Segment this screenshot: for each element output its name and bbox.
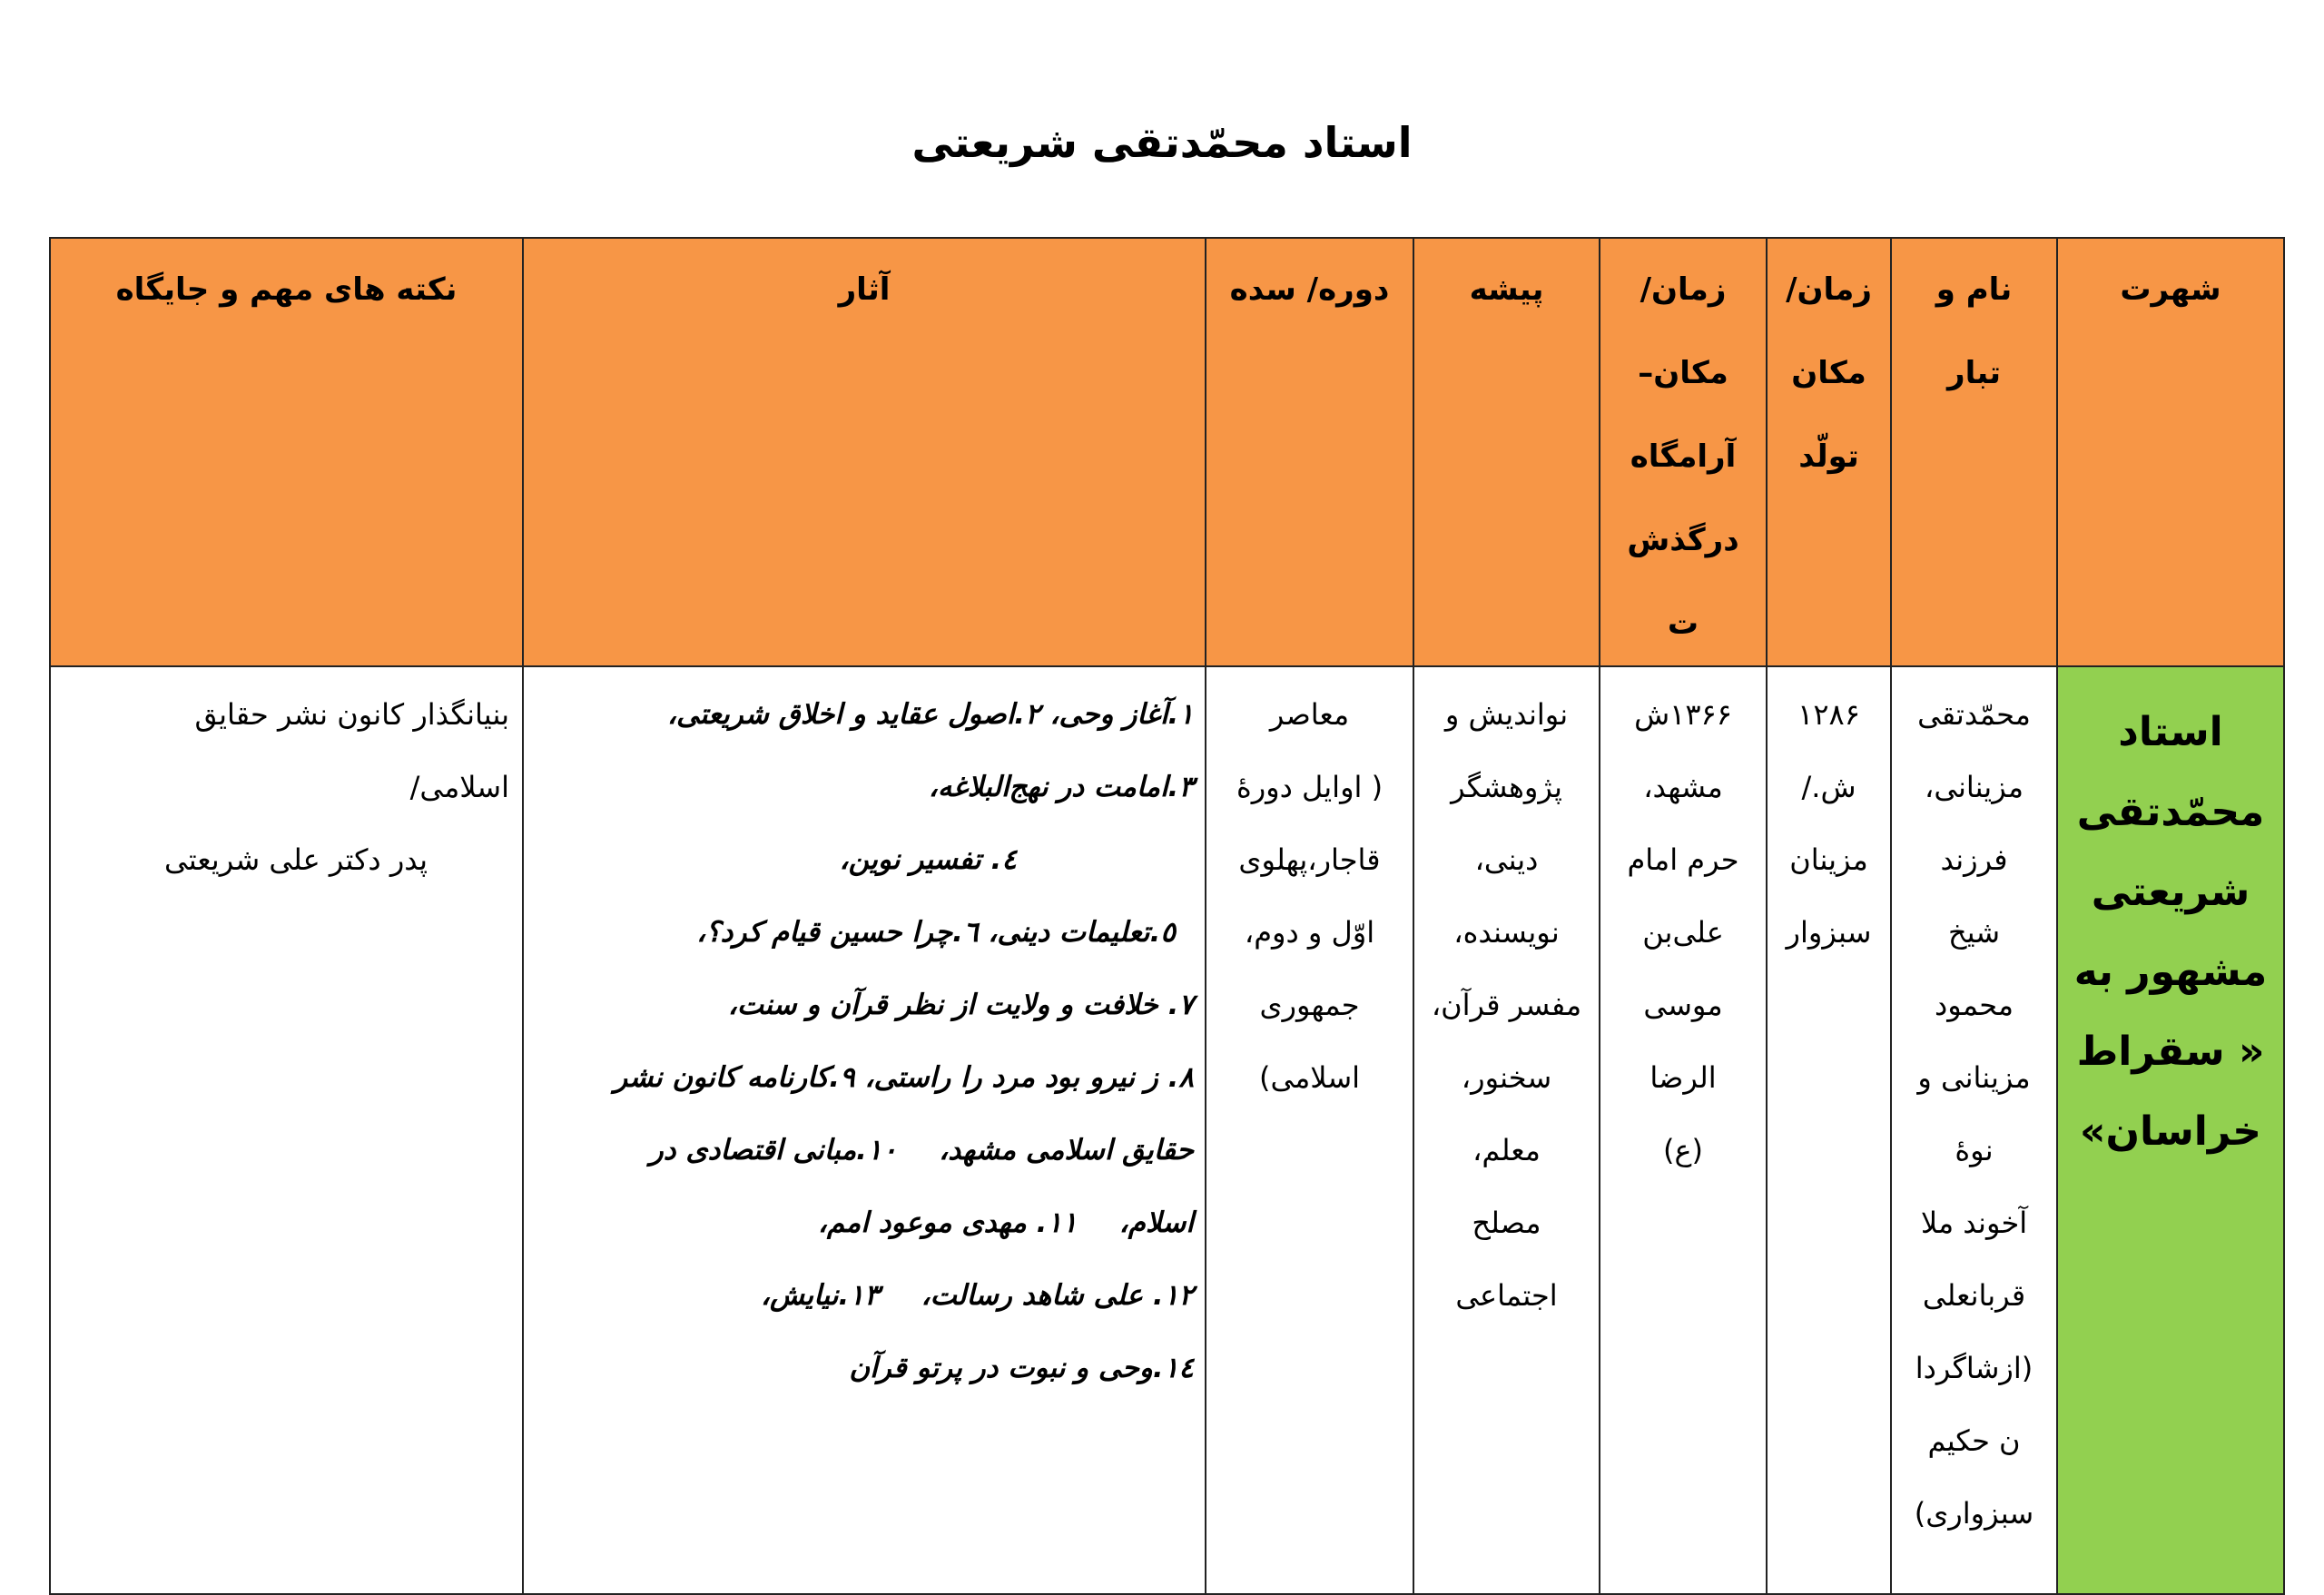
page-title: استاد محمّدتقی شریعتی [911,118,1413,167]
text-line: جمهوری [1259,988,1360,1022]
text-line: بنیانگذار کانون نشر حقایق [194,697,509,732]
text-line: مزینانی، [1924,770,2024,804]
text-line: دوره/ سده [1229,271,1390,308]
biography-table [49,237,2285,1595]
header-row [50,238,2284,666]
text-line: معلم، [1472,1133,1541,1167]
text-line: اسلامی/ [409,770,509,804]
text-line: مصلح [1472,1206,1541,1240]
text-line: « سقراط [2076,1029,2265,1075]
header-notes [50,238,523,666]
text-line: نام و [1935,271,2013,308]
text-line: خراسان» [2080,1108,2261,1155]
text-line: نوۀ [1955,1133,1994,1167]
header-fame [2057,238,2284,666]
text-line: پژوهشگر [1451,770,1562,804]
text-line: موسی [1643,988,1723,1022]
works-line: ۱.آغاز وحی، ۲.اصول عقاید و اخلاق شریعتی، [666,698,1194,731]
text-line: تبار [1947,355,2001,391]
text-line: ت [1667,606,1699,642]
text-line: محمّدتقی [2076,789,2265,835]
text-line: مکان– [1638,355,1728,391]
text-line: اوّل و دوم، [1244,915,1375,950]
text-line: شیخ [1947,915,2001,950]
text-line: نواندیش و [1444,697,1569,732]
text-line: فرزند [1940,842,2008,877]
text-line: قاجار،پهلوی [1238,842,1381,877]
text-line: اجتماعی [1455,1278,1558,1313]
works-line: ۷. خلافت و ولایت از نظر قرآن و سنت، [727,989,1194,1021]
text-line: (ازشاگردا [1915,1351,2034,1385]
text-line: محمود [1934,988,2014,1022]
text-line: آخوند ملا [1920,1206,2028,1240]
works-line: ۳.امامت در نهج‌البلاغه، [928,771,1194,803]
text-line: پیشه [1469,271,1544,308]
cell-profession [1413,666,1600,1594]
works-line: ۱٤.وحی و نبوت در پرتو قرآن [849,1352,1194,1384]
cell-era [1206,666,1413,1594]
text-line: شهرت [2120,271,2221,308]
works-line: حقایق اسلامی مشهد،۱۰.مبانی اقتصادی در [649,1134,1194,1167]
cell-fame [2057,666,2284,1594]
text-line: ش./ [1801,770,1856,804]
text-line: آرامگاه [1630,438,1737,475]
text-line: زمان/ [1640,271,1727,308]
text-line: ن حکیم [1927,1423,2021,1458]
text-line: سبزواری) [1914,1496,2034,1531]
text-line: الرضا [1649,1060,1717,1095]
text-line: مفسر قرآن، [1431,988,1582,1022]
works-line: ٥.تعلیمات دینی، ٦.چرا حسین قیام کرد؟، [696,916,1176,949]
text-line: مشهد، [1643,770,1723,804]
cell-death [1600,666,1767,1594]
text-line: سخنور، [1461,1060,1552,1095]
text-line: مشهور به [2073,949,2268,995]
text-line: ( اوایل دورۀ [1236,770,1384,804]
text-line: حرم امام [1627,842,1739,877]
text-line: نکته های مهم و جایگاه [115,271,458,308]
text-line: زمان/ [1786,271,1872,308]
text-line: ۱۲۸۶ [1797,697,1860,732]
text-line: مزینان [1789,842,1868,877]
header-profession [1413,238,1600,666]
works-line: ٤. تفسیر نوین، [839,843,1017,876]
text-line: سبزوار [1786,915,1872,950]
text-line: پدر دکتر علی شریعتی [164,842,428,877]
header-era [1206,238,1413,666]
text-line: محمّدتقی [1917,697,2031,732]
text-line: دینی، [1474,842,1539,877]
text-line: آثار [838,271,891,308]
text-line: درگذش [1627,522,1739,558]
text-line: مکان [1791,355,1866,391]
text-line: اسلامی) [1258,1060,1361,1095]
text-line: شریعتی [2091,869,2250,915]
header-works [523,238,1206,666]
text-line: (ع) [1662,1133,1704,1167]
cell-birth [1767,666,1891,1594]
header-birth [1767,238,1891,666]
text-line: مزینانی و [1917,1060,2031,1095]
text-line: استاد [2118,709,2223,755]
header-death [1600,238,1767,666]
works-line: اسلام،۱۱. مهدی موعود امم، [818,1206,1194,1239]
text-line: تولّد [1798,438,1859,475]
works-line: ۱۲. علی شاهد رسالت،۱۳.نیایش، [760,1279,1194,1312]
text-line: ۱۳۶۶ش [1634,697,1732,732]
table-row [50,666,2284,1594]
text-line: معاصر [1269,697,1350,732]
text-line: نویسنده، [1453,915,1560,950]
cell-notes [50,666,523,1594]
cell-works [523,666,1206,1594]
works-line: ۸. ز نیرو بود مرد را راستی، ۹.کارنامه کانون نشر [614,1061,1194,1094]
cell-name [1891,666,2057,1594]
text-line: علی‌بن [1642,915,1724,950]
header-name [1891,238,2057,666]
text-line: قربانعلی [1922,1278,2026,1313]
